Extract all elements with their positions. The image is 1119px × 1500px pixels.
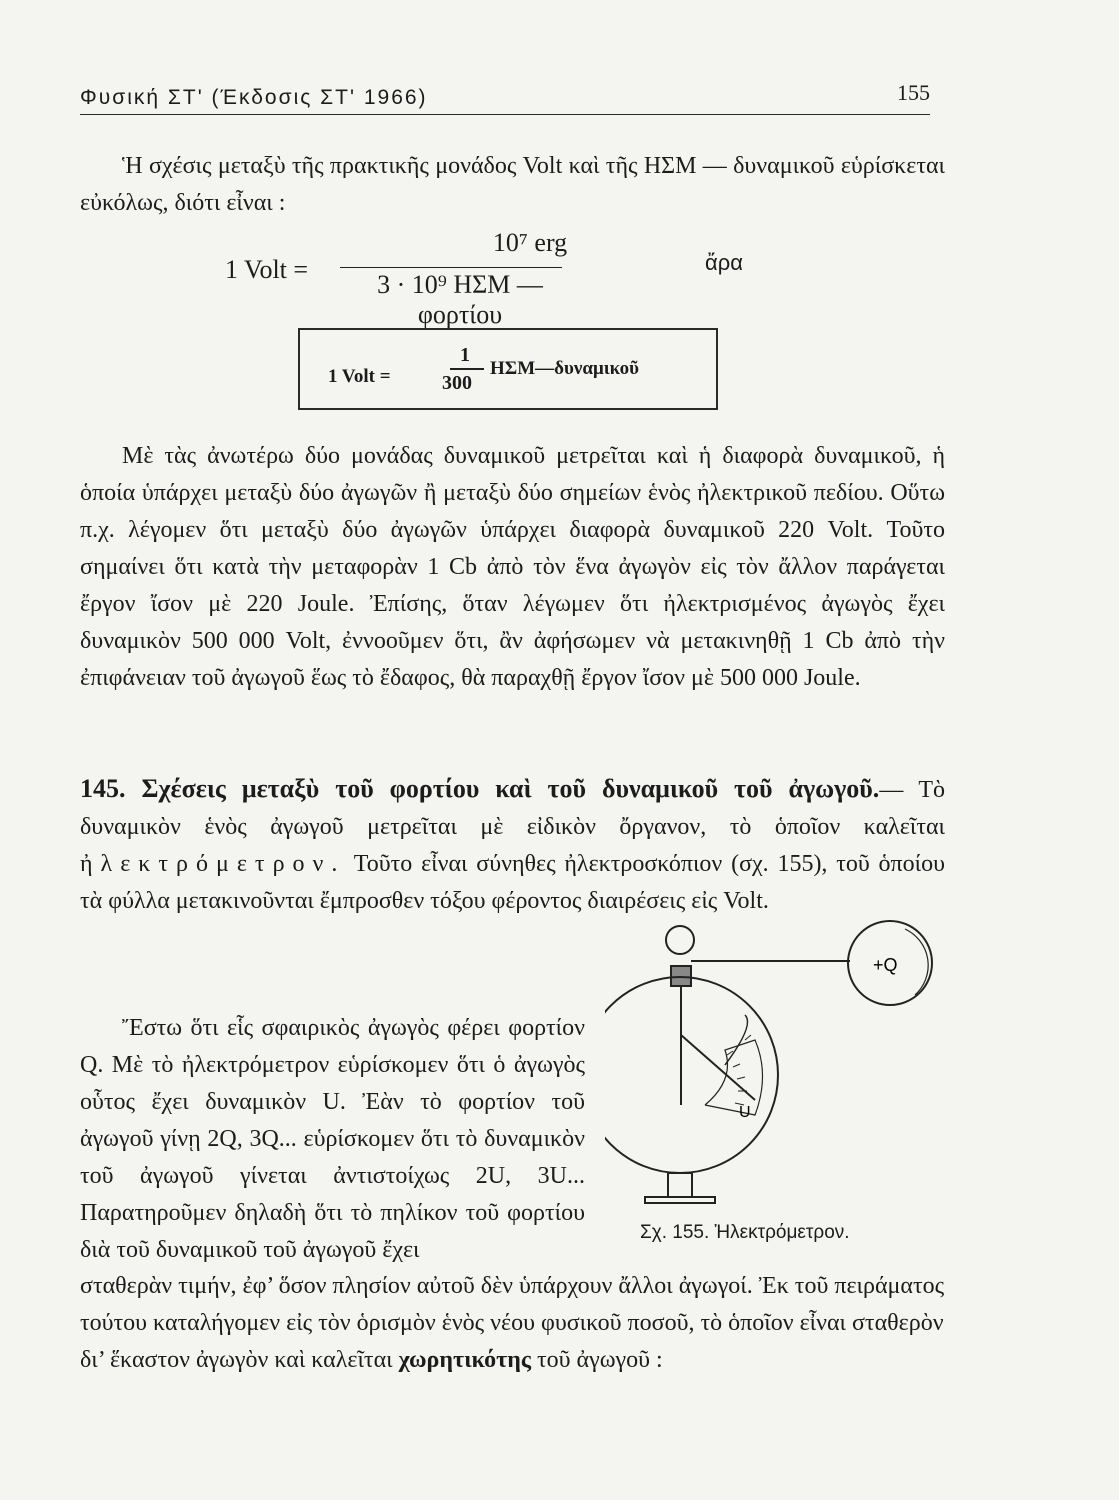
boxed-numerator: 1 <box>460 344 470 366</box>
section-text-b-part: Τοῦτο εἶναι σύνηθες ἠλεκτροσκόπιον (σχ. 155), τοῦ ὁποίου τὰ φύλλα μετακινοῦνται ἔμπροσθεν τόξου φέροντος διαιρέσεις εἰς Volt. <box>80 851 945 914</box>
term-capacitance: χωρητικότης <box>398 1347 531 1373</box>
electrometer-case <box>605 977 778 1173</box>
scale-band <box>705 1040 763 1115</box>
term-electrometer: ἠλεκτρόμετρον. <box>80 851 346 877</box>
boxed-rhs: ΗΣΜ—δυναμικοῦ <box>490 358 639 379</box>
section-145-intro <box>80 770 945 920</box>
fraction-bar <box>340 267 562 268</box>
final-text-b: τοῦ ἀγωγοῦ : <box>536 1347 663 1373</box>
paragraph-1: Ἡ σχέσις μεταξὺ τῆς πρακτικῆς μονάδος Volt καὶ τῆς ΗΣΜ — δυναμικοῦ εὑρίσκεται εὐκόλως, διότι εἶναι : <box>80 153 945 216</box>
page-number: 155 <box>897 80 930 105</box>
figure-caption: Σχ. 155. Ἠλεκτρόμετρον. <box>640 1222 850 1243</box>
stand-column <box>668 1173 692 1197</box>
paragraph-charge-potential: Ἔστω ὅτι εἷς σφαιρικὸς ἀγωγὸς φέρει φορτίον Q. Μὲ τὸ ἠλεκτρόμετρον εὑρίσκομεν ὅτι ὁ ἀγωγὸς οὗτος ἔχει δυναμικὸν U. Ἐὰν τὸ φορτίον τοῦ ἀγωγοῦ γίνῃ 2Q, 3Q... εὑρίσκομεν ὅτι τὸ δυναμικὸν τοῦ ἀγωγοῦ γίνεται ἀντιστοίχως 2U, 3U... Παρατηροῦμεν δηλαδὴ ὅτι τὸ πηλίκον τοῦ φορτίου διὰ τοῦ δυναμικοῦ τοῦ ἀγωγοῦ ἔχει <box>80 1015 585 1263</box>
scale-arc <box>725 1015 748 1065</box>
paragraph-2: Μὲ τὰς ἀνωτέρω δύο μονάδας δυναμικοῦ μετρεῖται καὶ ἡ διαφορὰ δυναμικοῦ, ἡ ὁποία ὑπάρχει μεταξὺ δύο ἀγωγῶν ἢ μεταξὺ δύο σημείων ἑνὸς ἠλεκτρικοῦ πεδίου. Οὕτω π.χ. λέγομεν ὅτι μεταξὺ δύο ἀγωγῶν ὑπάρχει διαφορὰ δυναμικοῦ 220 Volt. Τοῦτο σημαίνει ὅτι κατὰ τὴν μεταφορὰν 1 Cb ἀπὸ τὸν ἕνα ἀγωγὸν εἰς τὸν ἄλλον παράγεται ἔργον ἴσον μὲ 220 Joule. Ἐπίσης, ὅταν λέγωμεν ὅτι ἠλεκτρισμένος ἀγωγὸς ἔχει δυναμικὸν 500 000 Volt, ἐννοοῦμεν ὅτι, ἂν ἀφήσωμεν νὰ μετακινηθῇ 1 Cb ἀπὸ τὴν ἐπιφάνειαν τοῦ ἀγωγοῦ ἕως τὸ ἔδαφος, θὰ παραχθῇ ἔργον ἴσον μὲ 500 000 Joule. <box>80 443 945 691</box>
boxed-lhs: 1 Volt = <box>328 366 391 387</box>
boxed-formula <box>298 328 718 410</box>
electrometer-figure <box>605 915 945 1205</box>
charge-label: +Q <box>873 955 898 975</box>
header-title: Φυσική ΣΤ' (Έκδοσις ΣΤ' 1966) <box>80 86 428 109</box>
boxed-denominator: 300 <box>442 372 472 394</box>
paragraph-final <box>80 1268 945 1379</box>
insulator-plug <box>671 966 691 986</box>
stand-base <box>645 1197 715 1203</box>
header-rule <box>80 114 930 115</box>
formula-denominator: 3 · 10⁹ ΗΣΜ — φορτίου <box>377 270 543 329</box>
section-heading: 145. Σχέσεις μεταξὺ τοῦ φορτίου καὶ τοῦ δυναμικοῦ τοῦ ἀγωγοῦ. <box>80 774 880 803</box>
running-header <box>80 80 930 114</box>
boxed-fraction-bar <box>450 368 484 370</box>
final-text-a: σταθερὰν τιμήν, ἐφ’ ὅσον πλησίον αὐτοῦ δὲν ὑπάρχουν ἄλλοι ἀγωγοί. Ἐκ τοῦ πειράματος τούτου καταλήγομεν εἰς τὸν ὁρισμὸν ἑνὸς νέου φυσικοῦ ποσοῦ, τὸ ὁποῖον εἶναι σταθερὸν δι’ ἕκαστον ἀγωγὸν καὶ καλεῖται <box>80 1273 945 1373</box>
formula-lhs: 1 Volt = <box>225 255 309 284</box>
formula-numerator: 10⁷ erg <box>492 228 568 257</box>
top-knob <box>666 926 694 954</box>
formula-volt-definition <box>225 228 785 329</box>
needle <box>681 1035 755 1100</box>
section-text-a: — Τὸ δυναμικὸν ἑνὸς ἀγωγοῦ μετρεῖται μὲ εἰδικὸν ὄργανον, τὸ ὁποῖον καλεῖται <box>80 777 946 840</box>
potential-label: U <box>739 1104 751 1121</box>
formula-suffix: ἄρα <box>705 250 743 275</box>
